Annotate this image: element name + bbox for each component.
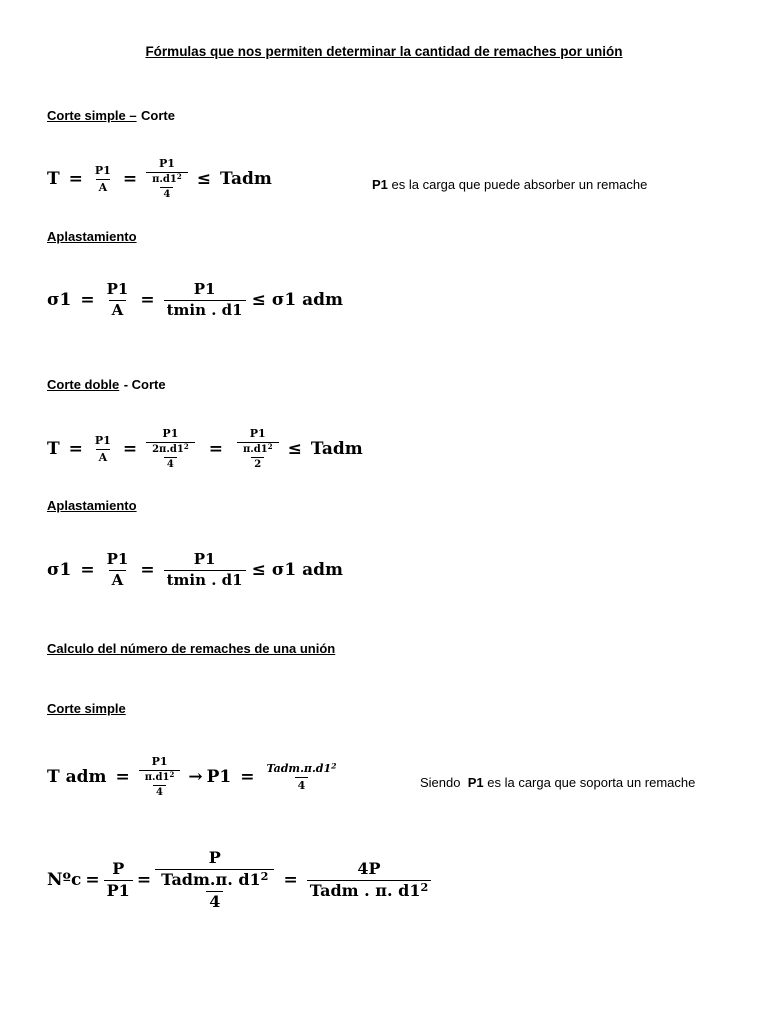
denominator: A xyxy=(109,300,127,319)
denominator: 4 xyxy=(206,891,223,911)
numerator: P1 xyxy=(158,157,175,170)
numerator: $Tadm.\pi.d1^2$ xyxy=(266,761,337,776)
fraction-p1-over-a xyxy=(104,552,132,589)
equals-sign: = xyxy=(140,290,155,311)
fraction-tadm-pi-d1-over-4 xyxy=(158,868,271,911)
numerator: $\pi.d1^2$ xyxy=(152,171,182,185)
equals-sign: = xyxy=(283,870,298,891)
heading-corte-simple xyxy=(47,107,175,125)
formula-sigma-adm: σ1 adm xyxy=(271,290,344,311)
equals-sign: = xyxy=(68,439,83,460)
denominator: 4 xyxy=(164,457,177,471)
equals-sign: = xyxy=(122,439,138,460)
heading-aplastamiento-2: Aplastamiento xyxy=(47,498,137,513)
note-p1-carga xyxy=(372,177,647,192)
fraction-tadm-pi-d1-over-4 xyxy=(263,763,339,791)
equals-sign: = xyxy=(85,870,100,891)
less-equal-sign: ≤ xyxy=(287,439,302,460)
less-equal-sign: ≤ xyxy=(251,290,266,311)
fraction-4p-over-tadm-pi-d1 xyxy=(307,858,432,900)
denominator xyxy=(146,172,188,201)
denominator: A xyxy=(96,449,111,464)
note-prefix: Siendo xyxy=(420,775,461,790)
less-equal-sign: ≤ xyxy=(251,560,266,581)
numerator: P1 xyxy=(106,550,129,568)
equals-sign: = xyxy=(208,439,223,460)
denominator: tmin . d1 xyxy=(164,570,246,589)
numerator: P1 xyxy=(193,550,216,568)
denominator xyxy=(237,442,279,471)
note-bold: P1 xyxy=(372,177,388,192)
equals-sign: = xyxy=(140,560,155,581)
numerator: P1 xyxy=(94,434,111,448)
numerator: P1 xyxy=(151,755,168,768)
numerator: P1 xyxy=(249,427,266,440)
numerator: 4P xyxy=(357,858,381,878)
denominator: A xyxy=(109,570,127,589)
numerator: $\pi.d1^2$ xyxy=(242,441,273,455)
equals-sign: = xyxy=(80,560,95,581)
page-title: Fórmulas que nos permiten determinar la cantidad de remaches por unión xyxy=(145,44,623,59)
fraction-p1-over-a xyxy=(92,165,114,193)
formula-sigma1: σ1 xyxy=(47,560,72,581)
equals-sign: = xyxy=(122,169,138,190)
fraction-p-over-p1 xyxy=(104,858,133,900)
denominator: A xyxy=(96,179,111,194)
heading-corte-doble xyxy=(47,376,166,394)
equals-sign: = xyxy=(115,767,130,788)
numerator: Tadm.π. $d1^2$ xyxy=(161,868,269,889)
note-bold: P1 xyxy=(467,775,484,790)
formula-aplastamiento-2 xyxy=(47,552,343,589)
fraction-pi-d1-over-4 xyxy=(142,769,178,799)
heading-text: Corte doble xyxy=(47,377,120,392)
denominator: 2 xyxy=(251,457,264,471)
numerator: P1 xyxy=(162,427,179,440)
formula-aplastamiento-1 xyxy=(47,282,343,319)
note-text: es la carga que puede absorber un remache xyxy=(391,177,648,192)
equals-sign: = xyxy=(80,290,95,311)
formula-nc: Nºc xyxy=(47,870,82,891)
fraction-p1-over-area xyxy=(139,756,181,799)
heading-corte-simple-calculo: Corte simple xyxy=(47,701,126,716)
numerator: $2\pi.d1^2$ xyxy=(152,441,189,455)
formula-tadm: Tadm xyxy=(310,439,363,460)
formula-symbol-T: T xyxy=(47,439,60,460)
denominator: P1 xyxy=(104,880,133,900)
heading-text: Corte simple – xyxy=(47,108,137,123)
less-equal-sign: ≤ xyxy=(196,169,211,190)
note-text: es la carga que soporta un remache xyxy=(487,775,696,790)
fraction-p-over-complex xyxy=(155,850,274,910)
fraction-p1-over-a xyxy=(104,282,132,319)
formula-tadm-p1 xyxy=(47,756,340,799)
numerator: P1 xyxy=(193,280,216,298)
equals-sign: = xyxy=(68,169,83,190)
arrow-right-icon: → xyxy=(188,767,203,788)
denominator xyxy=(139,770,181,799)
denominator: tmin . d1 xyxy=(164,300,246,319)
note-siendo-p1 xyxy=(420,775,695,790)
numerator: P1 xyxy=(106,280,129,298)
heading-tail: - Corte xyxy=(123,377,166,392)
denominator: 4 xyxy=(153,785,166,799)
formula-symbol-T: T xyxy=(47,169,60,190)
formula-corte-simple xyxy=(47,158,272,201)
formula-tadm: Tadm xyxy=(219,169,272,190)
equals-sign: = xyxy=(136,870,152,891)
formula-p1: P1 xyxy=(206,767,232,788)
heading-tail: Corte xyxy=(141,108,175,123)
equals-sign: = xyxy=(240,767,255,788)
numerator: P xyxy=(112,858,125,878)
denominator: 4 xyxy=(160,187,173,201)
fraction-p1-over-tmin-d1 xyxy=(164,552,246,589)
heading-aplastamiento-1: Aplastamiento xyxy=(47,229,137,244)
denominator xyxy=(155,869,274,911)
fraction-p1-over-a xyxy=(92,435,114,463)
numerator: $\pi.d1^2$ xyxy=(144,769,175,783)
fraction-pi-d1-over-4 xyxy=(149,171,185,201)
fraction-2pi-d1-over-4 xyxy=(149,441,192,471)
fraction-p1-over-area xyxy=(146,158,188,201)
fraction-p1-over-half-area xyxy=(237,428,279,471)
denominator xyxy=(146,442,195,471)
formula-corte-doble xyxy=(47,428,363,471)
denominator: 4 xyxy=(295,777,309,792)
heading-calculo-numero-remaches: Calculo del número de remaches de una unión xyxy=(47,641,336,656)
fraction-p1-over-tmin-d1 xyxy=(164,282,246,319)
formula-tadm: T adm xyxy=(47,767,107,788)
numerator: P1 xyxy=(94,164,111,178)
denominator: Tadm . π. $d1^2$ xyxy=(307,880,432,900)
numerator: P xyxy=(208,848,221,867)
formula-sigma-adm: σ1 adm xyxy=(271,560,344,581)
fraction-p1-over-double-area xyxy=(146,428,195,471)
formula-numero-remaches xyxy=(47,850,431,910)
formula-sigma1: σ1 xyxy=(47,290,72,311)
fraction-pi-d1-over-2 xyxy=(240,441,276,471)
